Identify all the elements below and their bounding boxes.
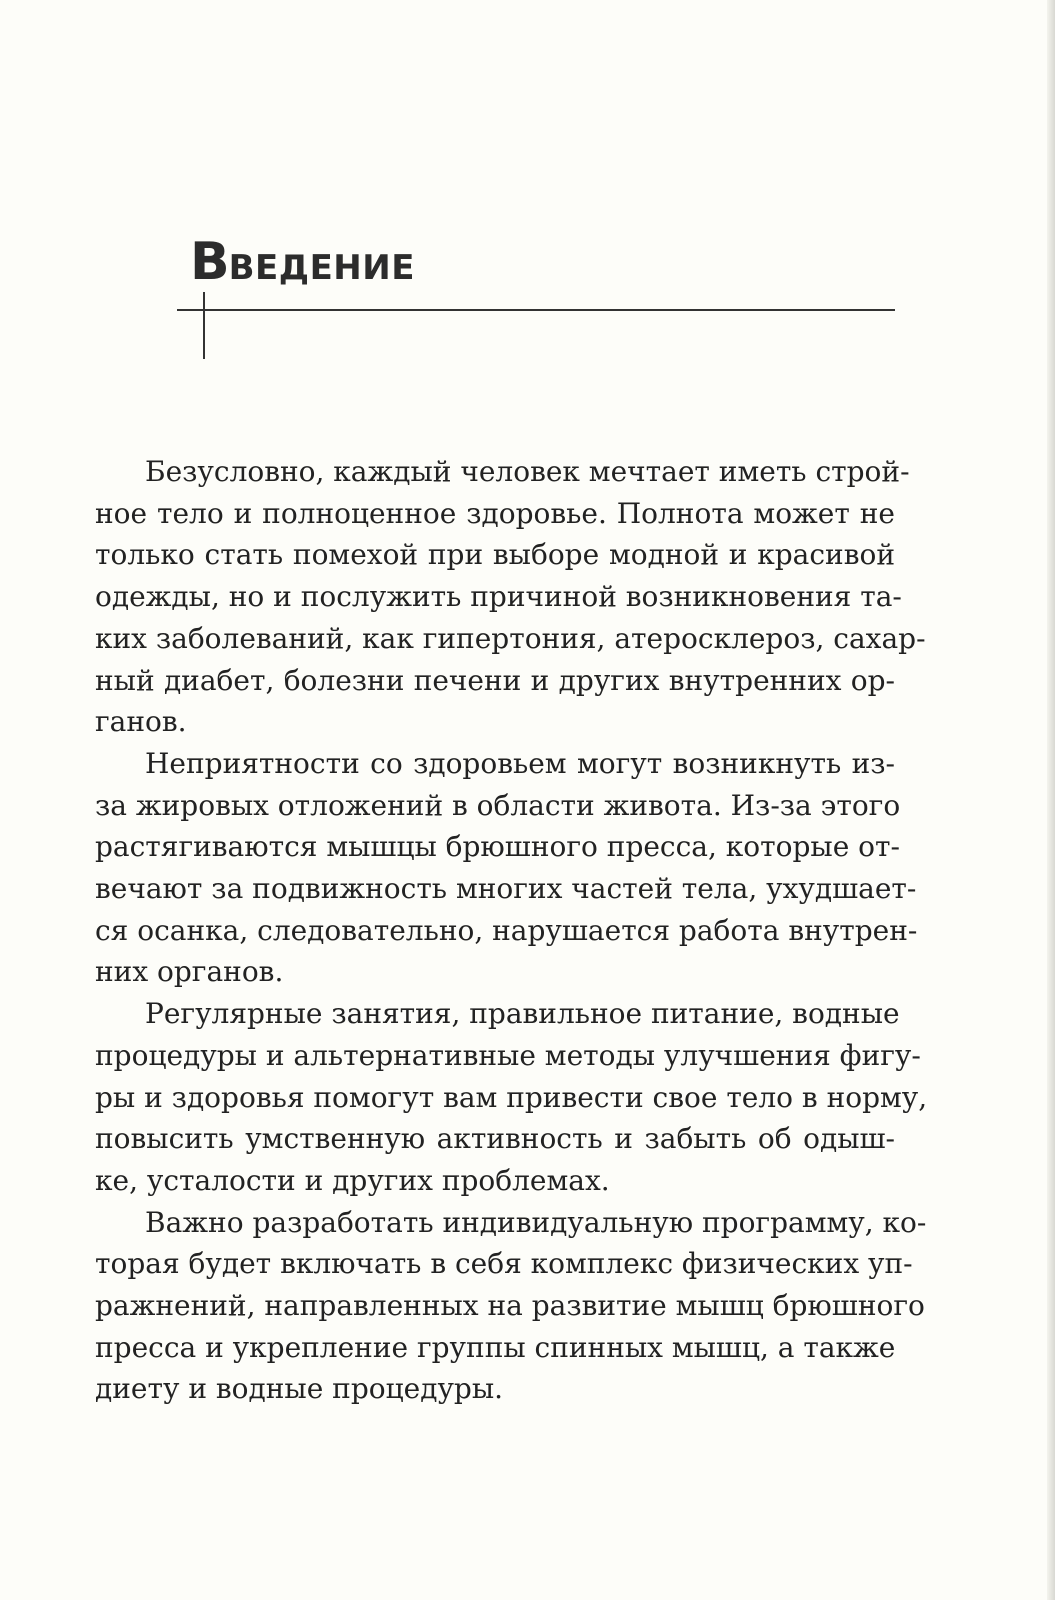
- text-line: Регулярные занятия, правильное питание, водные: [145, 997, 900, 1031]
- title-underline-rule: [177, 309, 895, 311]
- text-line: ганов.: [95, 705, 187, 739]
- paragraph-1: [95, 451, 926, 743]
- text-line: растягиваются мышцы брюшного пресса, которые от-: [95, 830, 900, 864]
- text-line: одежды, но и послужить причиной возникновения та-: [95, 580, 902, 614]
- text-line: ке, усталости и других проблемах.: [95, 1163, 610, 1197]
- page-edge-shadow: [1047, 0, 1055, 1600]
- text-line: ся осанка, следовательно, нарушается работа внутрен-: [95, 913, 918, 947]
- text-line: только стать помехой при выборе модной и красивой: [95, 538, 895, 572]
- paragraph-2: [95, 743, 918, 993]
- text-line: Безусловно, каждый человек мечтает иметь строй-: [145, 455, 910, 488]
- chapter-title: [190, 232, 415, 292]
- text-line: торая будет включать в себя комплекс физических уп-: [95, 1247, 913, 1281]
- text-line: Важно разработать индивидуальную программу, ко-: [145, 1205, 927, 1239]
- text-line: диету и водные процедуры.: [95, 1372, 504, 1406]
- text-line: них органов.: [95, 955, 284, 989]
- text-line: процедуры и альтернативные методы улучшения фигу-: [95, 1038, 921, 1072]
- paragraph-4: [95, 1202, 927, 1411]
- text-line: ное тело и полноценное здоровье. Полнота может не: [95, 496, 895, 530]
- text-line: Неприятности со здоровьем могут возникнуть из-: [145, 746, 895, 780]
- chapter-title-initial: В: [190, 232, 229, 292]
- text-line: пресса и укрепление группы спинных мышц, а также: [95, 1330, 896, 1364]
- title-vertical-rule: [203, 292, 205, 359]
- text-line: вечают за подвижность многих частей тела, ухудшает-: [95, 872, 917, 906]
- text-line: ражнений, направленных на развитие мышц брюшного: [95, 1289, 925, 1323]
- chapter-title-rest: ВЕДЕНИЕ: [228, 248, 415, 288]
- body-text: [95, 451, 928, 1410]
- text-line: ры и здоровья помогут вам привести свое тело в норму,: [95, 1080, 928, 1114]
- text-line: за жировых отложений в области живота. Из-за этого: [95, 788, 901, 822]
- text-line: ких заболеваний, как гипертония, атеросклероз, сахар-: [95, 621, 926, 655]
- text-line: ный диабет, болезни печени и других внутренних ор-: [95, 663, 895, 697]
- text-line: повысить умственную активность и забыть об одыш-: [95, 1122, 895, 1156]
- paragraph-3: [95, 993, 928, 1202]
